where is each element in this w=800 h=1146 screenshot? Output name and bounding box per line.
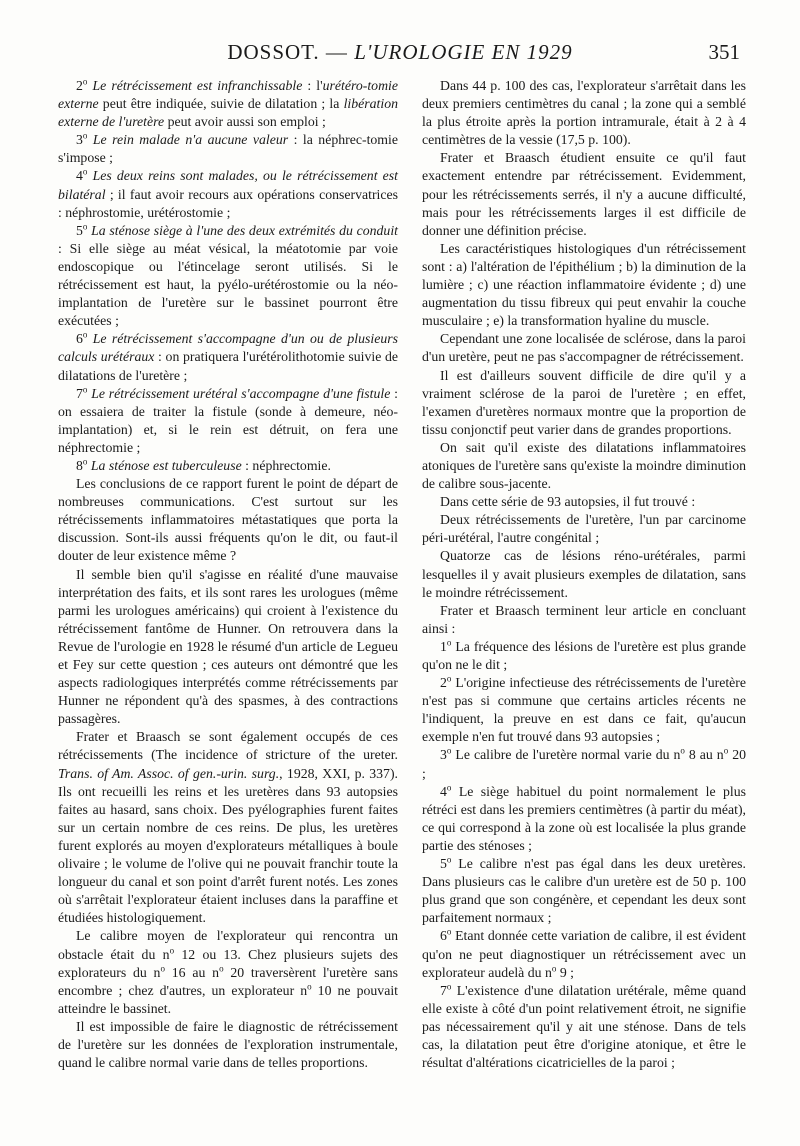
text-run: 2: [76, 78, 83, 93]
text-run: 7: [76, 385, 83, 401]
paragraph: [58, 222, 398, 331]
italic-text: La sténose est tuberculeuse: [90, 457, 242, 473]
paragraph: [58, 457, 398, 475]
superscript: o: [82, 221, 88, 232]
paragraph: [58, 1018, 398, 1072]
paragraph: [422, 855, 746, 927]
left-column: [58, 77, 398, 1072]
superscript: o: [219, 963, 224, 973]
paragraph: [422, 330, 746, 366]
paragraph: [422, 493, 746, 511]
text-run: 8: [76, 457, 83, 473]
superscript: o: [446, 637, 452, 648]
italic-text: libération externe de l'uretère: [58, 96, 398, 130]
text-run: : on pratiquera l'urétérolithotomie suivie de dilatations de l'uretère ;: [58, 349, 399, 383]
text-run: Cependant une zone localisée de sclérose, dans la paroi d'un uretère, peut ne pas s'accompagner de rétrécissement.: [422, 331, 746, 365]
text-run: Dans cette série de 93 autopsies, il fut trouvé :: [440, 494, 696, 510]
text-run: : on essaiera de traiter la fistule (sonde à demeure, néo-implantation) et, si le rein est détruit, on fera une néphrectomie ;: [58, 385, 398, 455]
header-journal: L'UROLOGIE EN 1929: [354, 40, 573, 64]
text-run: 6: [76, 331, 83, 347]
paragraph: [58, 927, 398, 1017]
paragraph: [58, 167, 398, 221]
superscript: o: [169, 944, 175, 955]
paragraph: [422, 638, 746, 674]
paragraph: [58, 475, 398, 565]
text-run: 4: [76, 168, 83, 184]
text-run: Les caractéristiques histologiques d'un rétrécissement sont : a) l'altération de l'épithélium ; b) la diminution de la lumière ; c) une réaction inflammatoire évidente ; d) une augmentation du tissu fibreux qui peut envahir la couche musculaire ; e) la transformation hyaline du muscle.: [422, 240, 746, 329]
text-run: 2: [440, 675, 447, 691]
superscript: o: [446, 673, 452, 684]
superscript: o: [446, 745, 452, 756]
paragraph: [422, 746, 746, 782]
text-run: 20 ;: [422, 747, 746, 781]
text-run: 4: [440, 783, 447, 799]
paragraph: [422, 511, 746, 547]
superscript: o: [446, 854, 452, 865]
paragraph: [58, 566, 398, 729]
paragraph: [422, 367, 746, 439]
text-run: : l': [302, 78, 323, 93]
text-run: 12 ou 13. Chez plusieurs sujets des explorateurs du n: [58, 946, 398, 980]
text-run: Frater et Braasch étudient ensuite ce qu'il faut exactement entendre par rétrécissement. Evidemment, pour les rétrécissements serrés, il n'y a aucune difficulté, mais pour les rétrécissements larges il est difficile de donner une définition précise.: [422, 150, 746, 238]
text-run: L'origine infectieuse des rétrécissements de l'uretère n'est pas si commune que certains articles récents ne l'indiquent, la preuve en est dans ce fait, qu'aucun exemple n'en fut trouvé dans 93 autopsies ;: [422, 675, 746, 745]
running-header: [0, 40, 800, 72]
superscript: o: [160, 963, 165, 973]
text-run: 3: [440, 747, 447, 763]
text-run: On sait qu'il existe des dilatations inflammatoires atoniques de l'uretère sans qu'existe la moindre diminution de calibre sous-jacente.: [422, 439, 746, 492]
paragraph: [422, 439, 746, 493]
text-run: La fréquence des lésions de l'uretère est plus grande qu'on ne le dit ;: [422, 638, 746, 672]
text-run: peut avoir aussi son emploi ;: [164, 114, 326, 130]
text-run: 20 traversèrent l'uretère sans encombre ; chez d'autres, un explorateur n: [58, 964, 398, 998]
superscript: o: [82, 329, 88, 340]
text-run: 8 au n: [684, 747, 724, 763]
italic-text: Le rétrécissement est infranchissable: [92, 78, 303, 93]
paragraph: [58, 131, 398, 167]
text-run: 10 ne pouvait atteindre le bassinet.: [58, 982, 398, 1016]
superscript: o: [82, 166, 88, 177]
superscript: o: [446, 782, 452, 793]
paragraph: [422, 783, 746, 855]
paragraph: [422, 982, 746, 1072]
italic-text: Le rétrécissement s'accompagne d'un ou de plusieurs calculs urétéraux: [58, 331, 398, 365]
paragraph: [422, 927, 746, 981]
superscript: o: [446, 981, 452, 992]
text-run: Les conclusions de ce rapport furent le point de départ de nombreuses communications. C'est surtout sur les rétrécissements inflammatoires métastatiques que porta la discussion. Sont-ils aussi fréquents qu'on le dit, ou faut-il douter de leur existence même ?: [58, 476, 398, 564]
superscript: o: [551, 963, 557, 973]
text-run: Quatorze cas de lésions réno-urétérales, parmi lesquelles il y avait plusieurs exemples de dilatation, sans le moindre rétrécissement.: [422, 548, 746, 600]
text-run: 1: [440, 638, 447, 654]
paragraph: [422, 547, 746, 601]
paragraph: [422, 149, 746, 239]
superscript: o: [446, 926, 452, 937]
text-run: Il est d'ailleurs souvent difficile de dire qu'il y a vraiment sclérose de la paroi de l'uretère ; en effet, l'examen d'uretères normaux montre que la proportion de tissu conjonctif peut varier dans de grandes proportions.: [422, 367, 746, 437]
italic-text: Trans. of Am. Assoc. of gen.-urin. surg.: [58, 765, 280, 781]
text-run: Etant donnée cette variation de calibre, il est évident qu'on ne peut diagnostiquer un rétrécissement avec un explorateur audelà du n: [422, 928, 746, 980]
text-run: L'existence d'une dilatation urétérale, même quand elle existe à côté d'un point relativement étroit, ne signifie pas nécessairement qu'il y ait une sténose. Dans de tels cas, la dilatation peut être d'origine atonique, et être le résultat d'altérations cicatricielles de la paroi ;: [422, 982, 746, 1071]
italic-text: Le rein malade n'a aucune valeur: [92, 132, 289, 148]
page-number: 351: [708, 40, 740, 64]
text-run: Le calibre n'est pas égal dans les deux uretères. Dans plusieurs cas le calibre d'un uretère est de 50 p. 100 plus grand que son congénère, et cependant les deux sont parfaitement normaux ;: [422, 856, 746, 926]
text-run: : Si elle siège au méat vésical, la méatotomie par voie endoscopique ou l'étincelage seront utilisés. Si le rétrécissement est haut, la pyélo-urétérostomie ou la néo-implantation de l'uretère sur le bassinet pourront être exécutées ;: [58, 240, 398, 329]
text-run: Il semble bien qu'il s'agisse en réalité d'une mauvaise interprétation des faits, et ils sont rares les urologues (même parmi les urologues américains) qui croient à l'existence du rétrécissement fantôme de Hunner. On retrouvera dans la Revue de l'urologie en 1928 le résumé d'un article de Legueu et Fey sur cette question ; ces auteurs ont démontré que les aspects radiologiques interprétés comme rétrécissements par Hunner ne répondent qu'à des spasmes, à des contractions passagères.: [58, 566, 398, 727]
paragraph: [422, 240, 746, 330]
italic-text: Le rétrécissement urétéral s'accompagne d'une fistule: [91, 385, 391, 401]
superscript: o: [82, 384, 88, 394]
header-author: DOSSOT. —: [227, 40, 348, 64]
superscript: o: [723, 745, 729, 756]
right-column: [422, 77, 746, 1072]
text-run: Frater et Braasch terminent leur article en concluant ainsi :: [422, 602, 746, 636]
superscript: o: [82, 130, 88, 141]
italic-text: La sténose siège à l'une des deux extrémités du conduit: [91, 222, 398, 238]
superscript: o: [307, 981, 312, 992]
paragraph: [58, 330, 398, 384]
text-run: : la néphrec-tomie s'impose ;: [58, 132, 398, 166]
superscript: o: [82, 76, 88, 87]
italic-text: urétéro-tomie externe: [58, 78, 398, 112]
paragraph: [422, 674, 746, 746]
text-run: Dans 44 p. 100 des cas, l'explorateur s'arrêtait dans les deux premiers centimètres du canal ; la zone qui a semblé la plus étroite après la portion intramurale, était à 2 à 4 centimètres de la vessie (17,5 p. 100).: [422, 78, 746, 148]
header-title: [0, 40, 800, 65]
paragraph: [422, 77, 746, 149]
paragraph: [422, 602, 746, 638]
text-run: Deux rétrécissements de l'uretère, l'un par carcinome péri-urétéral, l'autre congénital ;: [422, 512, 746, 546]
text-run: 7: [440, 982, 447, 998]
superscript: o: [680, 745, 685, 756]
text-run: 6: [440, 928, 447, 944]
italic-text: Les deux reins sont malades, ou le rétrécissement est bilatéral: [58, 168, 399, 202]
text-run: , 1928, XXI, p. 337). Ils ont recueilli les reins et les uretères dans 93 autopsies faites au hasard, sans choix. Des pyélographies furent faites sur un certain nombre de ces reins. De plus, les uretères furent explorés au moyen d'explorateurs métalliques à boule olivaire ; le volume de l'olive qui ne pouvait franchir toute la longueur du canal et son point d'arrêt furent notés. Les zones où s'arrêtait l'explorateur étaient incluses dans la paraffine et étudiées histologiquement.: [58, 765, 398, 926]
text-run: : néphrectomie.: [241, 457, 331, 473]
text-run: Le calibre de l'uretère normal varie du n: [451, 747, 681, 763]
text-run: peut être indiquée, suivie de dilatation ; la: [98, 96, 344, 112]
paragraph: [58, 385, 398, 457]
text-run: 5: [440, 856, 447, 872]
text-run: 5: [76, 222, 83, 238]
paragraph: [58, 77, 398, 131]
text-run: 3: [76, 132, 83, 148]
text-run: Le calibre moyen de l'explorateur qui rencontra un obstacle était du n: [58, 928, 398, 962]
text-run: 9 ;: [556, 964, 575, 980]
text-run: Le siège habituel du point normalement le plus rétréci est dans les premiers centimètres (à partir du méat), ce qui correspond à la zone où est localisée la plus grande partie des sténoses ;: [422, 783, 746, 853]
text-run: Il est impossible de faire le diagnostic de rétrécissement de l'uretère sur les données de l'exploration instrumentale, quand le calibre normal varie dans de telles proportions.: [58, 1018, 398, 1071]
superscript: o: [82, 456, 88, 467]
paragraph: [58, 728, 398, 927]
text-run: ; il faut avoir recours aux opérations conservatrices : néphrostomie, urétérostomie ;: [58, 186, 398, 220]
text-run: Frater et Braasch se sont également occupés de ces rétrécissements (The incidence of stricture of the ureter.: [58, 729, 398, 763]
text-run: 16 au n: [164, 964, 220, 980]
